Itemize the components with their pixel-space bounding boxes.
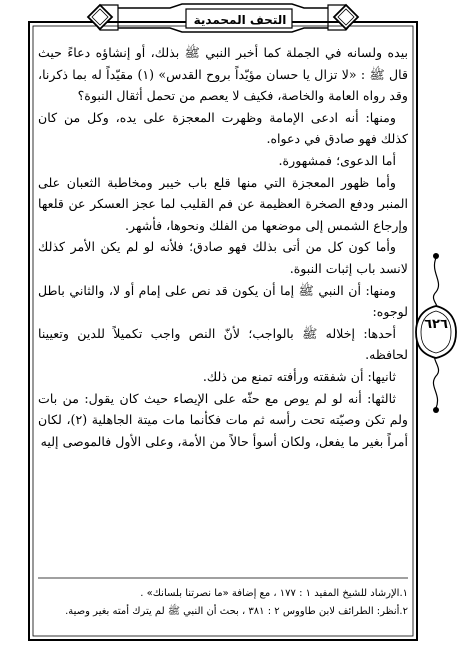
paragraph: ثالثها: أنه لو لم يوص مع حثّه على الإيصاء حيث كان يقول: من بات ولم تكن وصيّته تحت رأسه ثم مات فكأنما مات ميتة الجاهلية (٢)، لكان أمراً بغير ما يفعل، ولكان أسوأ حالاً من الأمة، وعلى الأول فالموصى إليه (38, 390, 408, 449)
footnote: ١.الإرشاد للشيخ المفيد ١ : ١٧٧ ، مع إضافة «ما نصرتنا بلسانك» . (140, 588, 408, 599)
footnotes (38, 585, 408, 621)
main-text (38, 42, 408, 452)
paragraph: أحدها: إخلاله ﷺ بالواجب؛ لأنّ النص واجب تكميلاً للدين وتعيينا لحافظه. (38, 325, 408, 363)
paragraph: وأما ظهور المعجزة التي منها قلع باب خيبر ومخاطبة الثعبان على المنبر ودفع الصخرة العظيمة عن فم القليب لما عجز العسكر عن قلعها وإرجاع الشمس إلى موضعها من الفلك ونحوها، فأشهر. (38, 174, 408, 233)
paragraph: بيده ولسانه في الجملة كما أخبر النبي ﷺ بذلك، أو إنشاؤه دعاءً حيث قال ﷺ : «لا تزال يا حسان مؤيّداً بروح القدس» (١) مقيّداً له بما ذكرنا، وقد رواه العامة والخاصة، فكيف لا يعصم من تحمل أثقال النبوة؟ (38, 45, 409, 104)
paragraph: ومنها: أنه ادعى الإمامة وظهرت المعجزة على يده، وكل من كان كذلك فهو صادق في دعواه. (38, 109, 408, 147)
footnote: ٢.أنظر: الطرائف لابن طاووس ٢ : ٣٨١ ، بحث أن النبي ﷺ لم يترك أمته بغير وصية. (65, 606, 408, 617)
page-number: ٦٢٦ (424, 317, 448, 332)
running-header-title: التحف المحمدية (193, 13, 287, 27)
paragraph: أما الدعوى؛ فمشهورة. (278, 152, 396, 168)
paragraph: ثانيها: أن شفقته ورأفته تمنع من ذلك. (202, 368, 396, 384)
paragraph: ومنها: أن النبي ﷺ إما أن يكون قد نص على إمام أو لا، والثاني باطل لوجوه: (38, 282, 408, 320)
paragraph: وأما كون كل من أتى بذلك فهو صادق؛ فلأنه لو لم يكن الأمر كذلك لانسد باب إثبات النبوة. (38, 239, 408, 276)
